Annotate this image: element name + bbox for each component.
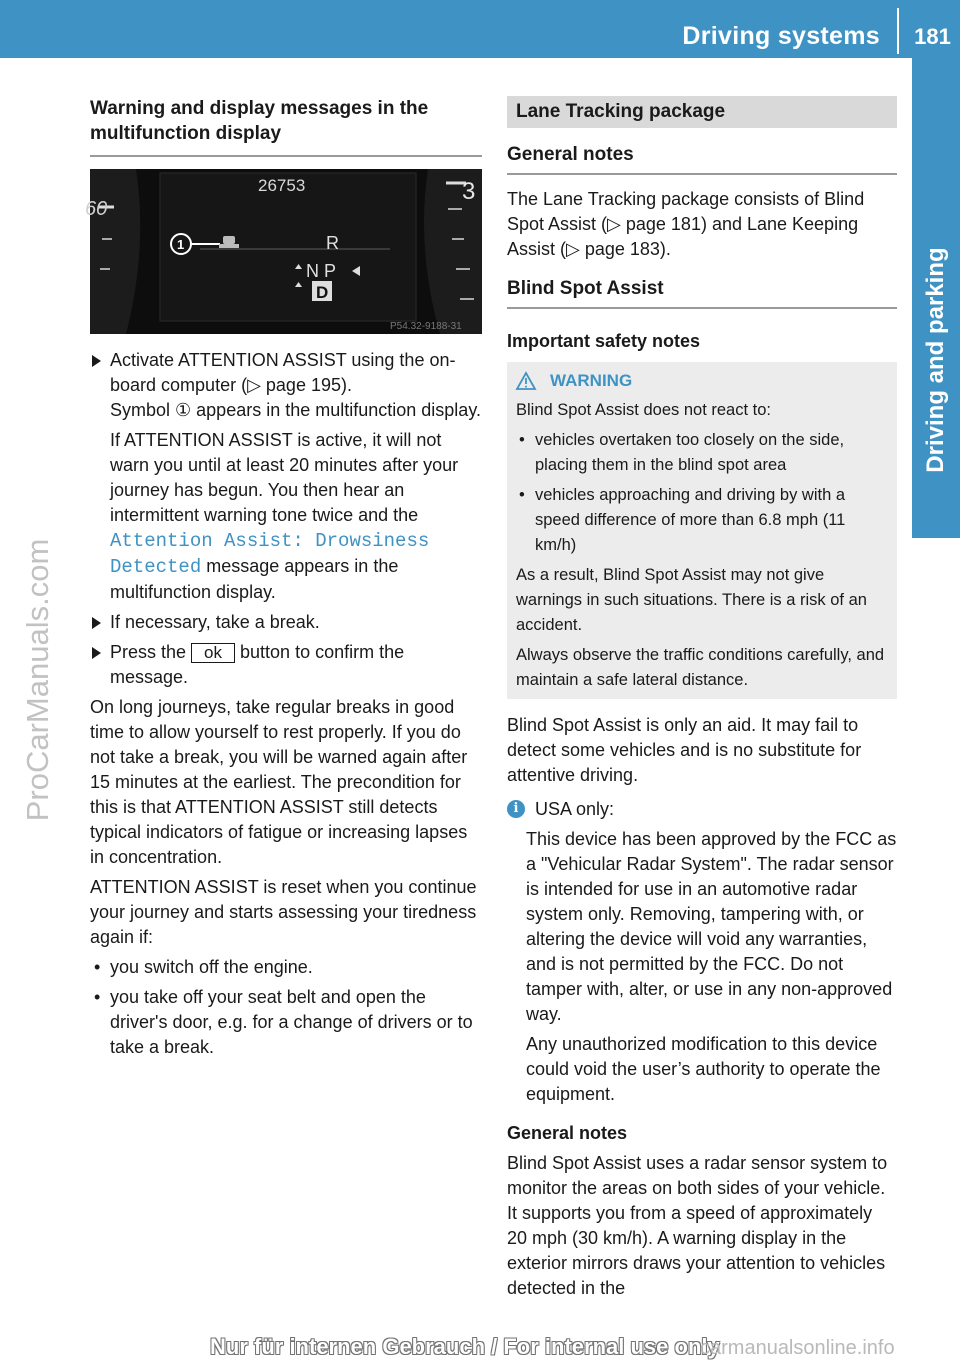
fcc-paragraph: This device has been approved by the FCC as a "Vehicular Radar System". The radar sensor is intended for use in an automotive radar system only. Removing, tampering with, or altering the device will void any warranties, and is not permitted by the FCC. Do not tamper with, alter, or use in any non-approved way. bbox=[526, 829, 897, 1024]
side-watermark: ProCarManuals.com bbox=[20, 538, 55, 822]
intro-paragraph: The Lane Tracking package consists of Blind Spot Assist (▷ page 181) and Lane Keeping Assist (▷ page 183). bbox=[507, 189, 865, 259]
step-active-text: If ATTENTION ASSIST is active, it will not warn you until at least 20 minutes after your journey has begun. You then hear an intermittent warning tone twice and the bbox=[110, 430, 459, 525]
footer-watermark: carmanualsonline.info bbox=[700, 1337, 895, 1359]
internal-use-stamp: Nur für internen Gebrauch / For internal use only bbox=[210, 1334, 720, 1359]
step-break bbox=[90, 610, 482, 635]
left-column bbox=[85, 96, 482, 1060]
modification-paragraph: Any unauthorized modification to this device could void the user’s authority to operate the equipment. bbox=[526, 1034, 881, 1104]
aid-paragraph: Blind Spot Assist is only an aid. It may fail to detect some vehicles and is no substitute for attentive driving. bbox=[507, 715, 862, 785]
dial-right-value: 3 bbox=[462, 178, 476, 205]
info-title: USA only: bbox=[535, 799, 615, 819]
step-confirm bbox=[90, 640, 482, 690]
step-arrow-icon bbox=[92, 647, 101, 659]
list-item: • you take off your seat belt and open the driver's door, e.g. for a change of drivers or to take a break. bbox=[90, 985, 482, 1060]
reset-paragraph: ATTENTION ASSIST is reset when you continue your journey and starts assessing your tiredness again if: bbox=[90, 877, 477, 947]
step-confirm-text: Press the bbox=[110, 642, 192, 662]
dial-left-value: 60 bbox=[85, 198, 108, 220]
warning-triangle-icon bbox=[516, 372, 536, 390]
step-arrow-icon bbox=[92, 355, 101, 367]
step-break-text: If necessary, take a break. bbox=[110, 612, 320, 632]
warning-label: WARNING bbox=[550, 371, 633, 390]
gear-d: D bbox=[316, 283, 329, 302]
heading-rule bbox=[90, 155, 482, 157]
header-divider bbox=[897, 8, 899, 54]
general-notes-2-heading: General notes bbox=[507, 1123, 628, 1143]
list-item: • vehicles approaching and driving by with a speed difference of more than 6.8 mph (11 km/h) bbox=[516, 483, 888, 558]
gear-r: R bbox=[326, 233, 339, 253]
general-notes-heading: General notes bbox=[507, 144, 634, 165]
list-item: • vehicles overtaken too closely on the side, placing them in the blind spot area bbox=[516, 428, 888, 478]
safety-notes-heading: Important safety notes bbox=[507, 331, 701, 351]
step-active-text-end: message appears in the multifunction display. bbox=[110, 556, 399, 602]
blind-spot-heading: Blind Spot Assist bbox=[507, 278, 664, 299]
drowsiness-message: Attention Assist: Drowsiness Detected bbox=[110, 530, 430, 578]
heading-rule bbox=[507, 307, 897, 309]
info-icon: i bbox=[507, 800, 525, 818]
warning-lead: Blind Spot Assist does not react to: bbox=[516, 401, 771, 419]
step-activate bbox=[90, 348, 482, 605]
warning-risk-text: As a result, Blind Spot Assist may not give warnings in such situations. There is a risk of an accident. bbox=[516, 566, 867, 634]
info-title-row bbox=[507, 797, 897, 822]
right-column bbox=[507, 96, 897, 1301]
step-active-note bbox=[110, 428, 482, 605]
warning-title bbox=[516, 368, 888, 393]
warning-box bbox=[507, 362, 897, 699]
instrument-cluster-figure bbox=[85, 169, 482, 334]
section-title: Driving systems bbox=[682, 22, 880, 50]
cluster-graphic bbox=[85, 169, 482, 334]
step-arrow-icon bbox=[92, 617, 101, 629]
step-confirm-text-end: button to confirm the message. bbox=[110, 642, 405, 687]
section-heading: Warning and display messages in the multifunction display bbox=[90, 98, 429, 144]
list-item: • you switch off the engine. bbox=[90, 955, 482, 980]
step-activate-text: Activate ATTENTION ASSIST using the on-board computer (▷ page 195). bbox=[110, 350, 456, 395]
figure-code: P54.32-9188-31 bbox=[390, 321, 462, 332]
ok-key-icon: ok bbox=[191, 643, 235, 663]
lane-tracking-section-bar: Lane Tracking package bbox=[507, 96, 897, 128]
odometer: 26753 bbox=[258, 176, 306, 195]
long-journey-paragraph: On long journeys, take regular breaks in good time to allow yourself to rest properly. If you do not take a break, you will be warned again after 15 minutes at the earliest. The precondition for this is that ATTENTION ASSIST still detects typical indicators of fatigue or increasing lapses in concentration. bbox=[90, 697, 468, 867]
callout-1: 1 bbox=[177, 237, 185, 252]
heading-rule bbox=[507, 173, 897, 175]
step-symbol-text: Symbol ① appears in the multifunction display. bbox=[110, 400, 481, 420]
warning-observe-text: Always observe the traffic conditions carefully, and maintain a safe lateral distance. bbox=[516, 646, 885, 689]
page-number: 181 bbox=[914, 24, 951, 49]
gear-np: N P bbox=[306, 261, 337, 281]
side-tab-label: Driving and parking bbox=[922, 247, 949, 473]
radar-paragraph: Blind Spot Assist uses a radar sensor system to monitor the areas on both sides of your vehicle. It supports you from a speed of approximately 20 mph (30 km/h). A warning display in the exterior mirrors draws your attention to vehicles detected in the bbox=[507, 1153, 888, 1298]
info-note bbox=[507, 797, 897, 1107]
